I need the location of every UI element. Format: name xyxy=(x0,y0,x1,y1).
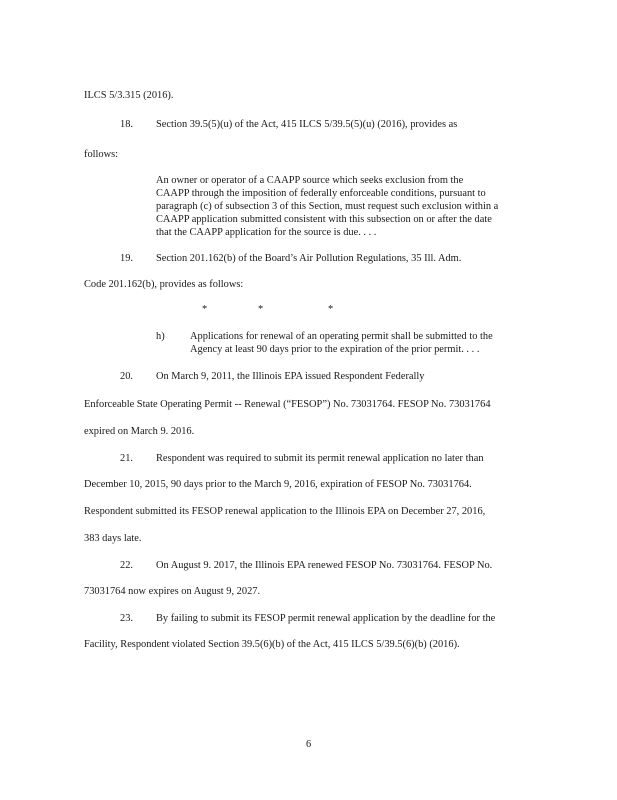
paragraph-text: Respondent submitted its FESOP renewal application to the Illinois EPA on December 27, 2016, xyxy=(84,506,486,517)
paragraph-number: 22. xyxy=(120,560,133,571)
asterisk: * xyxy=(328,304,334,315)
asterisk: * xyxy=(258,304,264,315)
page-number: 6 xyxy=(306,739,312,750)
paragraph-text: Respondent was required to submit its permit renewal application no later than xyxy=(156,453,484,464)
subsection-marker: h) xyxy=(156,331,165,342)
paragraph-text: follows: xyxy=(84,149,119,160)
paragraph-number: 21. xyxy=(120,453,133,464)
paragraph-text: Section 201.162(b) of the Board’s Air Pollution Regulations, 35 Ill. Adm. xyxy=(156,253,462,264)
paragraph-text: On August 9. 2017, the Illinois EPA renewed FESOP No. 73031764. FESOP No. xyxy=(156,560,493,571)
paragraph-text: 73031764 now expires on August 9, 2027. xyxy=(84,586,261,597)
quote-line: CAAPP through the imposition of federally enforceable conditions, pursuant to xyxy=(156,188,486,199)
continued-line: ILCS 5/3.315 (2016). xyxy=(84,90,174,101)
quote-line: that the CAAPP application for the source is due. . . . xyxy=(156,227,377,238)
paragraph-text: By failing to submit its FESOP permit renewal application by the deadline for the xyxy=(156,613,496,624)
paragraph-text: Code 201.162(b), provides as follows: xyxy=(84,279,244,290)
paragraph-number: 23. xyxy=(120,613,133,624)
asterisk: * xyxy=(202,304,208,315)
paragraph-number: 18. xyxy=(120,119,133,130)
quote-line: Applications for renewal of an operating permit shall be submitted to the xyxy=(190,331,493,342)
paragraph-number: 20. xyxy=(120,371,133,382)
paragraph-text: December 10, 2015, 90 days prior to the March 9, 2016, expiration of FESOP No. 73031764. xyxy=(84,479,472,490)
paragraph-text: Section 39.5(5)(u) of the Act, 415 ILCS 5/39.5(5)(u) (2016), provides as xyxy=(156,119,458,130)
paragraph-text: On March 9, 2011, the Illinois EPA issued Respondent Federally xyxy=(156,371,425,382)
quote-line: paragraph (c) of subsection 3 of this Section, must request such exclusion within a xyxy=(156,201,499,212)
paragraph-number: 19. xyxy=(120,253,133,264)
paragraph-text: Enforceable State Operating Permit -- Renewal (“FESOP”) No. 73031764. FESOP No. 73031764 xyxy=(84,399,491,410)
quote-line: CAAPP application submitted consistent with this subsection on or after the date xyxy=(156,214,492,225)
quote-line: Agency at least 90 days prior to the expiration of the prior permit. . . . xyxy=(190,344,480,355)
quote-line: An owner or operator of a CAAPP source which seeks exclusion from the xyxy=(156,175,464,186)
paragraph-text: Facility, Respondent violated Section 39.5(6)(b) of the Act, 415 ILCS 5/39.5(6)(b) (2016). xyxy=(84,639,460,650)
paragraph-text: 383 days late. xyxy=(84,533,142,544)
paragraph-text: expired on March 9. 2016. xyxy=(84,426,195,437)
